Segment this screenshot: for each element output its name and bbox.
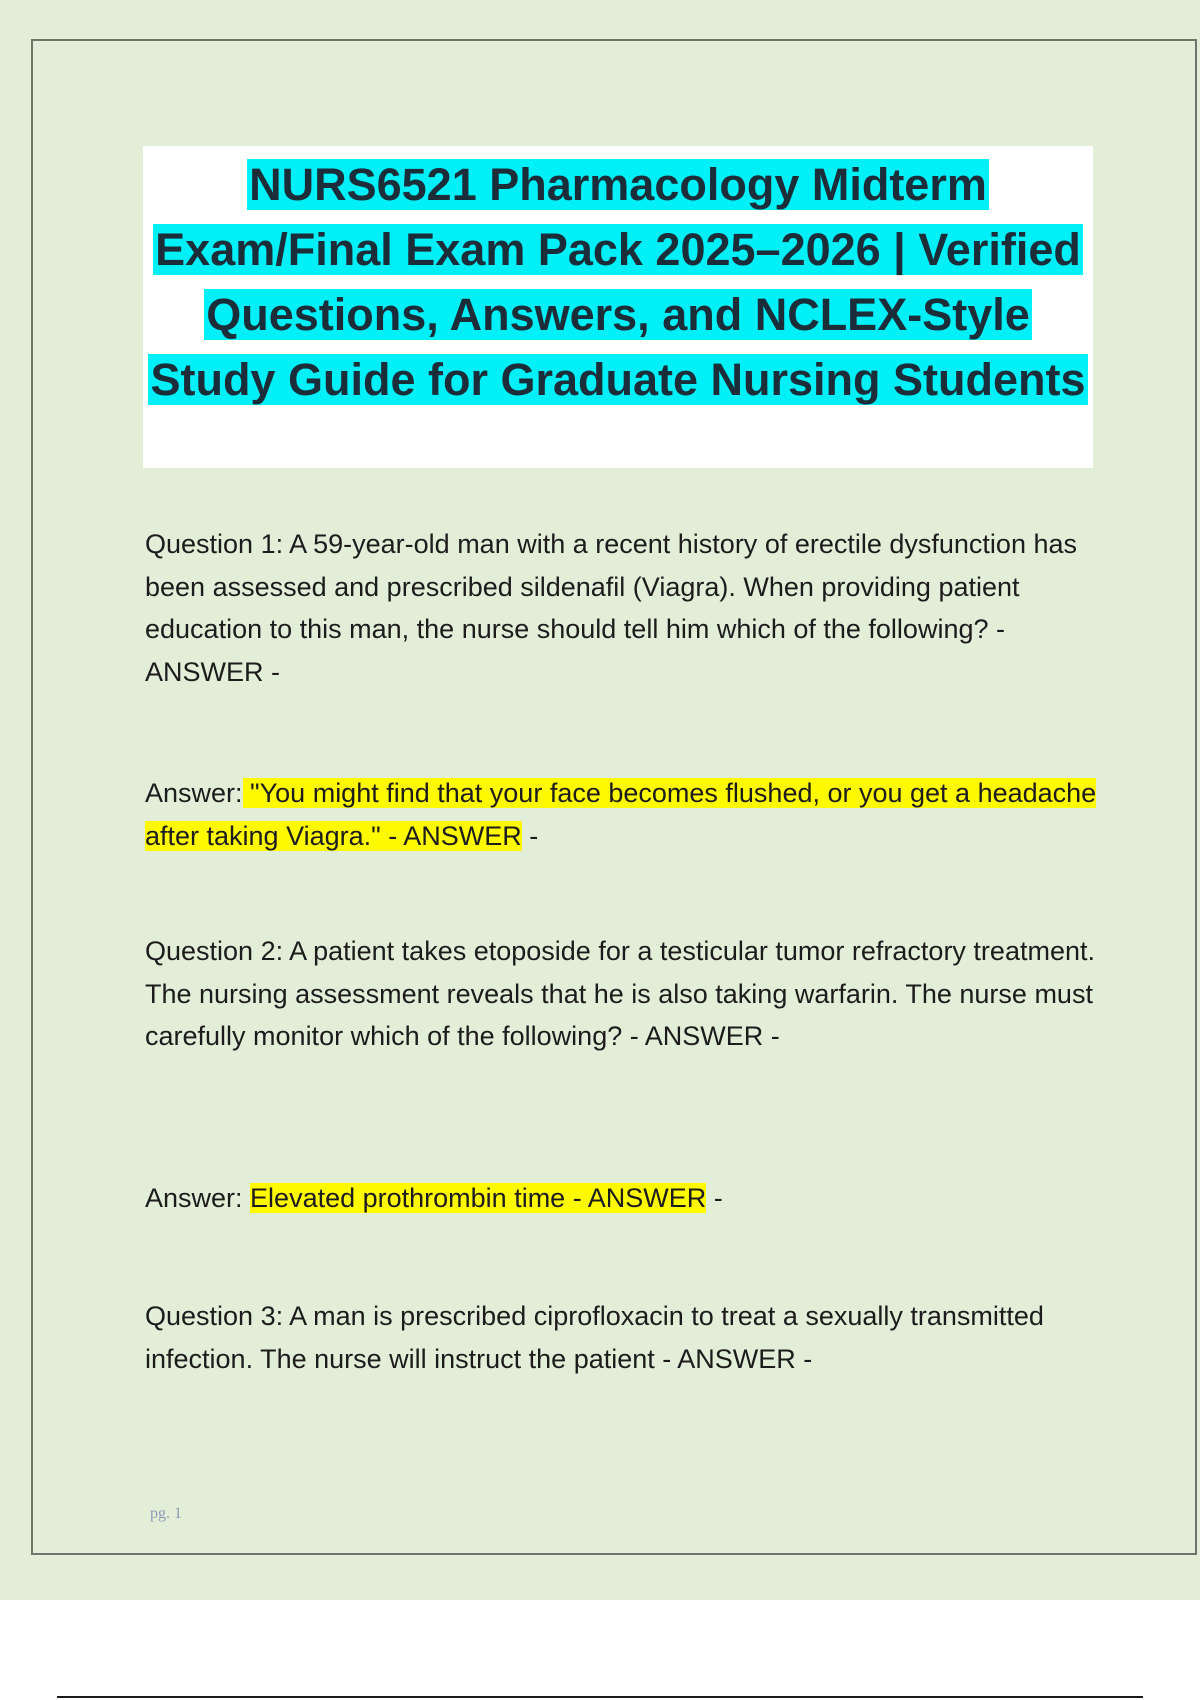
- answer-highlight: "You might find that your face becomes flushed, or you get a headache after taking Viagra." - ANSWER: [145, 778, 1097, 851]
- page-number: pg. 1: [150, 1505, 182, 1522]
- question-1: Question 1: A 59-year-old man with a recent history of erectile dysfunction has been assessed and prescribed sildenafil (Viagra). When providing patient education to this man, the nurse should tell him which of the following? - ANSWER -: [145, 529, 1077, 687]
- footer-rule: [57, 1696, 1143, 1698]
- answer-highlight: Elevated prothrombin time - ANSWER: [250, 1183, 707, 1213]
- question-3: Question 3: A man is prescribed ciprofloxacin to treat a sexually transmitted infection. The nurse will instruct the patient - ANSWER -: [145, 1301, 1044, 1374]
- document-title: [143, 152, 1093, 412]
- title-highlight: NURS6521 Pharmacology Midterm Exam/Final Exam Pack 2025–2026 | Verified Questions, Answers, and NCLEX-Style Study Guide for Graduate Nursing Students: [150, 159, 1086, 405]
- answer-2: [145, 1177, 1105, 1220]
- answer-1: [145, 772, 1105, 857]
- question-2: Question 2: A patient takes etoposide for a testicular tumor refractory treatment. The nursing assessment reveals that he is also taking warfarin. The nurse must carefully monitor which of the following? - ANSWER -: [145, 936, 1095, 1051]
- title-box: [143, 146, 1093, 468]
- answer-label: Answer:: [145, 778, 243, 808]
- answer-suffix: -: [521, 820, 539, 851]
- answer-label: Answer:: [145, 1183, 251, 1213]
- answer-suffix: -: [706, 1183, 723, 1213]
